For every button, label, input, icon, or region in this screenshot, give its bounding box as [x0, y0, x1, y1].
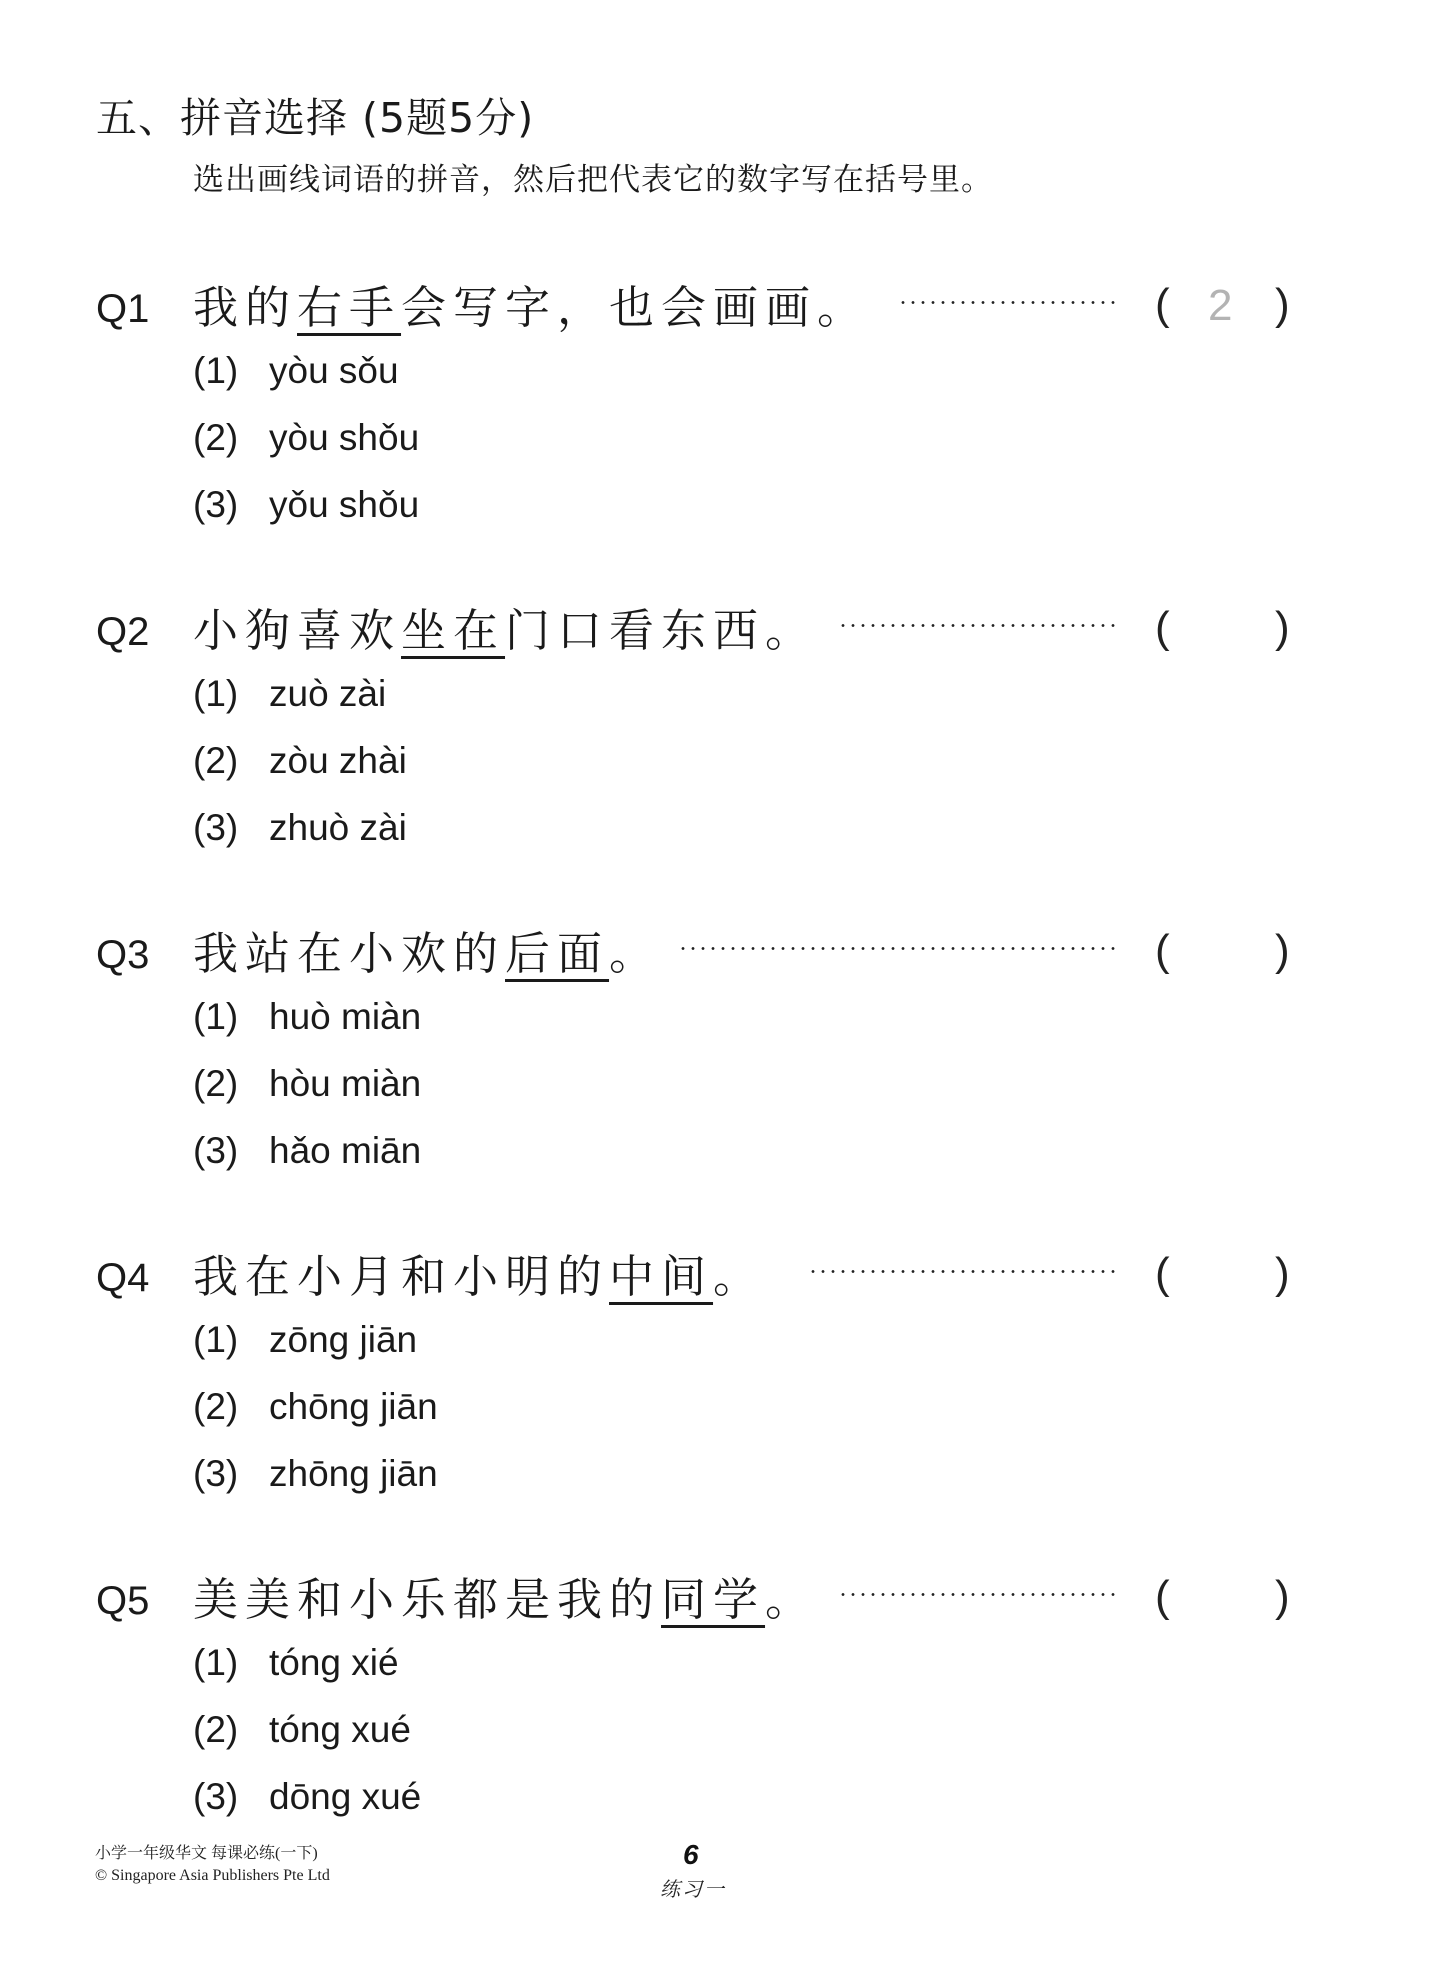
option-3 — [193, 1451, 438, 1497]
option-pinyin: tóng xié — [269, 1642, 399, 1683]
option-3 — [193, 1128, 421, 1174]
option-number: (2) — [193, 1386, 239, 1427]
option-pinyin: zhōng jiān — [269, 1453, 438, 1494]
option-2 — [193, 415, 419, 461]
dotted-leader — [840, 1593, 1118, 1596]
sentence-prefix: 小狗喜欢 — [193, 604, 402, 657]
sentence-suffix: 。 — [765, 1573, 818, 1626]
answer-value: 2 — [1208, 281, 1233, 330]
option-2 — [193, 738, 407, 784]
dotted-leader — [900, 301, 1118, 304]
option-pinyin: yòu shǒu — [269, 417, 420, 458]
close-bracket: ) — [1275, 1249, 1290, 1298]
option-number: (2) — [193, 740, 239, 781]
answer-field[interactable] — [1150, 277, 1300, 333]
option-number: (2) — [193, 1709, 239, 1750]
sentence-prefix: 美美和小乐都是我的 — [193, 1573, 662, 1626]
option-number: (2) — [193, 1063, 239, 1104]
option-pinyin: zuò zài — [269, 673, 387, 714]
option-1 — [193, 994, 421, 1040]
close-bracket: ) — [1275, 603, 1290, 652]
option-number: (3) — [193, 484, 239, 525]
option-3 — [193, 805, 407, 851]
sentence-suffix: 。 — [609, 927, 662, 980]
question-sentence — [193, 1571, 817, 1629]
question-sentence — [193, 602, 817, 660]
option-pinyin: dōng xué — [269, 1776, 422, 1817]
close-bracket: ) — [1275, 280, 1290, 329]
option-1 — [193, 1317, 417, 1363]
question-sentence — [193, 1248, 765, 1306]
option-number: (1) — [193, 996, 239, 1037]
option-number: (2) — [193, 417, 239, 458]
option-number: (1) — [193, 1319, 239, 1360]
question-label: Q1 — [96, 287, 150, 331]
exercise-label: 练习一 — [660, 1877, 726, 1901]
answer-field[interactable] — [1150, 1246, 1300, 1302]
dotted-leader — [836, 624, 1118, 627]
underlined-word: 后面 — [505, 927, 610, 980]
open-bracket: ( — [1155, 280, 1170, 329]
option-2 — [193, 1384, 438, 1430]
question-label: Q4 — [96, 1256, 150, 1300]
question-label: Q3 — [96, 933, 150, 977]
open-bracket: ( — [1155, 1572, 1170, 1621]
answer-field[interactable] — [1150, 1569, 1300, 1625]
question-label: Q5 — [96, 1579, 150, 1623]
instruction-text: 选出画线词语的拼音，然后把代表它的数字写在括号里。 — [193, 162, 993, 198]
option-pinyin: zòu zhài — [269, 740, 407, 781]
option-3 — [193, 1774, 421, 1820]
option-number: (3) — [193, 1776, 239, 1817]
sentence-prefix: 我站在小欢的 — [193, 927, 506, 980]
section-title: 五、拼音选择 (5题5分) — [96, 94, 535, 142]
question-label: Q2 — [96, 610, 150, 654]
sentence-suffix: 门口看东西。 — [505, 604, 818, 657]
open-bracket: ( — [1155, 1249, 1170, 1298]
close-bracket: ) — [1275, 926, 1290, 975]
option-3 — [193, 482, 419, 528]
question-5 — [0, 1572, 1445, 1875]
question-2 — [0, 603, 1445, 906]
sentence-suffix: 。 — [713, 1250, 766, 1303]
option-number: (3) — [193, 1453, 239, 1494]
option-number: (1) — [193, 1642, 239, 1683]
footer-credits — [95, 1843, 330, 1887]
dotted-leader — [678, 947, 1118, 950]
answer-field[interactable] — [1150, 600, 1300, 656]
option-1 — [193, 671, 386, 717]
question-4 — [0, 1249, 1445, 1552]
option-1 — [193, 348, 399, 394]
close-bracket: ) — [1275, 1572, 1290, 1621]
option-2 — [193, 1061, 421, 1107]
underlined-word: 右手 — [297, 281, 402, 334]
option-pinyin: tóng xué — [269, 1709, 411, 1750]
answer-field[interactable] — [1150, 923, 1300, 979]
option-pinyin: chōng jiān — [269, 1386, 438, 1427]
sentence-prefix: 我在小月和小明的 — [193, 1250, 610, 1303]
dotted-leader — [808, 1270, 1118, 1273]
sentence-prefix: 我的 — [193, 281, 298, 334]
question-1 — [0, 280, 1445, 583]
option-number: (3) — [193, 1130, 239, 1171]
option-1 — [193, 1640, 399, 1686]
book-title: 小学一年级华文 每课必练(一下) — [95, 1845, 318, 1862]
option-pinyin: huò miàn — [269, 996, 422, 1037]
copyright-text: © Singapore Asia Publishers Pte Ltd — [95, 1867, 330, 1884]
option-pinyin: zōng jiān — [269, 1319, 418, 1360]
question-3 — [0, 926, 1445, 1229]
option-2 — [193, 1707, 411, 1753]
sentence-suffix: 会写字，也会画画。 — [401, 281, 870, 334]
option-pinyin: yǒu shǒu — [269, 484, 420, 525]
underlined-word: 同学 — [661, 1573, 766, 1626]
option-pinyin: zhuò zài — [269, 807, 407, 848]
question-sentence — [193, 279, 869, 337]
underlined-word: 坐在 — [401, 604, 506, 657]
option-pinyin: hǎo miān — [269, 1130, 422, 1171]
option-pinyin: hòu miàn — [269, 1063, 422, 1104]
underlined-word: 中间 — [609, 1250, 714, 1303]
open-bracket: ( — [1155, 926, 1170, 975]
option-number: (1) — [193, 673, 239, 714]
option-pinyin: yòu sǒu — [269, 350, 399, 391]
option-number: (1) — [193, 350, 239, 391]
page-number: 6 — [683, 1839, 699, 1870]
question-sentence — [193, 925, 661, 983]
open-bracket: ( — [1155, 603, 1170, 652]
option-number: (3) — [193, 807, 239, 848]
